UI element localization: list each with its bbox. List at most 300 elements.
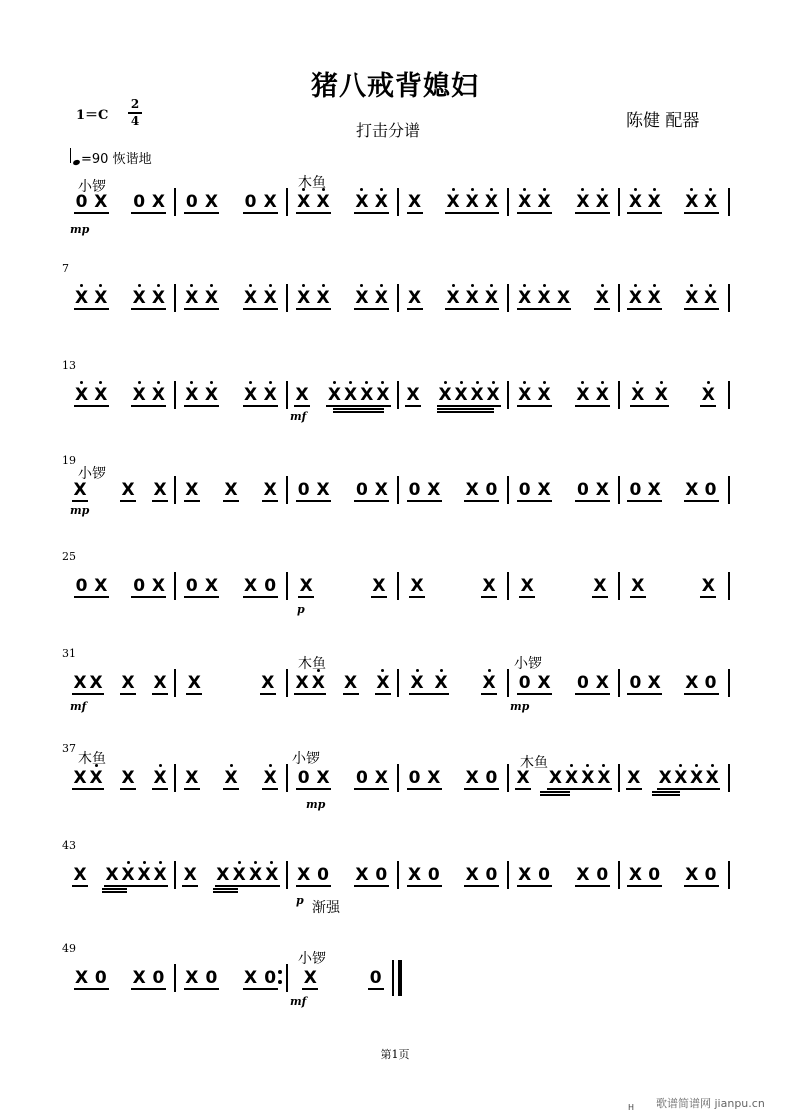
hit-note: X (263, 385, 277, 405)
barline (286, 964, 288, 992)
accent-dot (238, 861, 241, 864)
hit-note: X (244, 576, 258, 596)
hit-note: X (454, 385, 468, 405)
hit-note: X (647, 288, 661, 308)
accent-dot (444, 381, 447, 384)
hit-note: X (537, 288, 551, 308)
beat-underline (407, 500, 442, 502)
hit-note: X (94, 385, 108, 405)
accent-dot (490, 284, 493, 287)
accent-dot (159, 764, 162, 767)
hit-note: X (151, 192, 165, 212)
hit-note: X (470, 385, 484, 405)
hit-note: X (465, 288, 479, 308)
accent-dot (653, 284, 656, 287)
beat-underline (627, 885, 662, 887)
measure-number: 25 (62, 550, 76, 563)
beat-underline (302, 988, 318, 990)
beat-underline (407, 788, 442, 790)
rest-note: 0 (629, 673, 642, 693)
beat-underline (223, 500, 239, 502)
hit-note: X (299, 576, 313, 596)
barline (286, 669, 288, 697)
barline (728, 284, 730, 312)
hit-note: X (73, 673, 87, 693)
hit-note: X (297, 865, 311, 885)
rest-note: 0 (485, 480, 498, 500)
double-underline (652, 794, 680, 796)
measure-number: 43 (62, 839, 76, 852)
hit-note: X (263, 288, 277, 308)
beat-underline (296, 212, 331, 214)
hit-note: X (73, 865, 87, 885)
hit-note: X (537, 673, 551, 693)
barline (728, 764, 730, 792)
beat-underline (409, 596, 425, 598)
beat-underline (131, 405, 166, 407)
beat-underline (630, 596, 646, 598)
hit-note: X (311, 673, 325, 693)
dynamic-mf: mf (290, 995, 307, 1008)
beat-underline (354, 308, 389, 310)
dynamic-mp: mp (510, 700, 530, 713)
accent-dot (543, 284, 546, 287)
time-signature-top: 2 (130, 97, 140, 111)
corner-mark: H (628, 1103, 635, 1112)
hit-note: X (484, 192, 498, 212)
beat-underline (409, 693, 449, 695)
rest-note: 0 (704, 865, 717, 885)
beat-underline (296, 885, 331, 887)
hit-note: X (704, 288, 718, 308)
hit-note: X (595, 673, 609, 693)
accent-dot (452, 284, 455, 287)
rest-note: 0 (629, 480, 642, 500)
beat-underline (517, 405, 552, 407)
hit-note: X (516, 768, 530, 788)
rest-note: 0 (75, 192, 88, 212)
double-underline (333, 408, 384, 410)
accent-dot (80, 381, 83, 384)
accent-dot (127, 861, 130, 864)
beat-underline (131, 308, 166, 310)
beat-underline (684, 212, 719, 214)
accent-dot (349, 381, 352, 384)
hit-note: X (685, 673, 699, 693)
beat-underline (354, 500, 389, 502)
accent-dot (634, 188, 637, 191)
hit-note: X (647, 192, 661, 212)
accent-dot (380, 188, 383, 191)
barline (618, 476, 620, 504)
hit-note: X (295, 673, 309, 693)
hit-note: X (137, 865, 151, 885)
beat-underline (445, 308, 499, 310)
accent-dot (586, 764, 589, 767)
beat-underline (700, 405, 716, 407)
beat-underline (630, 405, 670, 407)
barline (507, 764, 509, 792)
accent-dot (492, 381, 495, 384)
beat-underline (152, 500, 168, 502)
hit-note: X (153, 865, 167, 885)
rest-note: 0 (369, 968, 382, 988)
barline (397, 764, 399, 792)
beat-underline (627, 212, 662, 214)
dynamic-mp: mp (70, 504, 90, 517)
barline (286, 284, 288, 312)
beat-underline (131, 988, 166, 990)
beat-underline (684, 500, 719, 502)
rest-note: 0 (355, 480, 368, 500)
hit-note: X (518, 288, 532, 308)
beat-underline (575, 500, 610, 502)
beat-underline (74, 308, 109, 310)
accent-dot (80, 284, 83, 287)
barline (174, 861, 176, 889)
accent-dot (709, 284, 712, 287)
hit-note: X (465, 768, 479, 788)
beat-underline (72, 500, 88, 502)
hit-note: X (465, 192, 479, 212)
beat-underline (152, 693, 168, 695)
barline (618, 284, 620, 312)
final-barline (398, 960, 402, 996)
hit-note: X (631, 576, 645, 596)
barline (174, 572, 176, 600)
hit-note: X (187, 673, 201, 693)
accent-dot (249, 381, 252, 384)
beat-underline (182, 885, 198, 887)
hit-note: X (75, 288, 89, 308)
barline (618, 861, 620, 889)
hit-note: X (537, 480, 551, 500)
hit-note: X (376, 385, 390, 405)
beat-underline (517, 693, 552, 695)
score-title: 猪八戒背媳妇 (311, 71, 479, 102)
barline (286, 764, 288, 792)
hit-note: X (204, 288, 218, 308)
rest-note: 0 (408, 768, 421, 788)
barline (618, 381, 620, 409)
accent-dot (138, 284, 141, 287)
hit-note: X (518, 865, 532, 885)
barline (728, 381, 730, 409)
rest-note: 0 (704, 673, 717, 693)
accent-dot (99, 284, 102, 287)
beat-underline (547, 788, 612, 790)
rest-note: 0 (596, 865, 609, 885)
double-underline (540, 794, 570, 796)
beat-underline (152, 788, 168, 790)
hit-note: X (132, 288, 146, 308)
accent-dot (360, 188, 363, 191)
barline (397, 476, 399, 504)
accent-dot (157, 284, 160, 287)
arranger-credit: 陈健 配器 (626, 111, 700, 131)
measure-number: 19 (62, 454, 76, 467)
accent-dot (543, 188, 546, 191)
hit-note: X (153, 480, 167, 500)
accent-dot (381, 381, 384, 384)
accent-dot (709, 188, 712, 191)
hit-note: X (94, 288, 108, 308)
beat-underline (627, 308, 662, 310)
crescendo-marking: 渐强 (312, 900, 340, 916)
beat-underline (407, 885, 442, 887)
accent-dot (634, 284, 637, 287)
accent-dot (269, 381, 272, 384)
hit-note: X (556, 288, 571, 308)
rest-note: 0 (576, 673, 589, 693)
hit-note: X (297, 192, 311, 212)
accent-dot (381, 669, 384, 672)
score-subtitle: 打击分谱 (355, 121, 420, 140)
barline (728, 861, 730, 889)
hit-note: X (482, 576, 496, 596)
rest-note: 0 (264, 968, 277, 988)
barline (728, 476, 730, 504)
beat-underline (464, 885, 499, 887)
hit-note: X (105, 865, 119, 885)
dynamic-mp: mp (306, 798, 326, 811)
hit-note: X (465, 865, 479, 885)
hit-note: X (520, 576, 534, 596)
hit-note: X (518, 385, 532, 405)
beat-underline (517, 308, 572, 310)
beat-underline (243, 988, 279, 990)
beat-underline (74, 212, 109, 214)
beat-underline (72, 693, 104, 695)
accent-dot (523, 284, 526, 287)
hit-note: X (121, 480, 135, 500)
hit-note: X (595, 385, 609, 405)
accent-dot (416, 669, 419, 672)
accent-dot (322, 284, 325, 287)
rest-note: 0 (75, 576, 88, 596)
hit-note: X (295, 385, 309, 405)
accent-dot (249, 284, 252, 287)
rest-note: 0 (485, 768, 498, 788)
measure-number: 49 (62, 942, 76, 955)
beat-underline (437, 405, 501, 407)
hit-note: X (121, 673, 135, 693)
barline (286, 861, 288, 889)
time-signature (128, 98, 142, 128)
hit-note: X (153, 673, 167, 693)
hit-note: X (185, 768, 199, 788)
hit-note: X (548, 768, 562, 788)
beat-underline (464, 500, 499, 502)
beat-underline (72, 788, 104, 790)
hit-note: X (685, 480, 699, 500)
accent-dot (653, 188, 656, 191)
rest-note: 0 (152, 968, 165, 988)
beat-underline (627, 500, 662, 502)
beat-underline (445, 212, 499, 214)
beat-underline (120, 500, 136, 502)
hit-note: X (576, 865, 590, 885)
instrument-label-xiaoluo: 小锣 (298, 951, 326, 967)
beat-underline (481, 596, 497, 598)
accent-dot (490, 188, 493, 191)
beat-underline (354, 212, 389, 214)
accent-dot (690, 284, 693, 287)
tempo-text: =90 恢谐地 (81, 152, 152, 167)
hit-note: X (593, 576, 607, 596)
hit-note: X (674, 768, 688, 788)
hit-note: X (446, 288, 460, 308)
hit-note: X (73, 480, 87, 500)
beat-underline (575, 885, 610, 887)
hit-note: X (263, 768, 277, 788)
hit-note: X (654, 385, 668, 405)
beat-underline (343, 693, 359, 695)
barline (618, 669, 620, 697)
accent-dot (190, 284, 193, 287)
beat-underline (684, 308, 719, 310)
hit-note: X (647, 480, 661, 500)
beat-underline (184, 308, 220, 310)
beat-underline (243, 405, 279, 407)
quarter-note-icon (72, 159, 80, 166)
hit-note: X (344, 673, 358, 693)
hit-note: X (244, 385, 258, 405)
accent-dot (210, 284, 213, 287)
rest-note: 0 (704, 480, 717, 500)
beat-underline (700, 596, 716, 598)
hit-note: X (537, 385, 551, 405)
dynamic-mp: mp (70, 223, 90, 236)
hit-note: X (185, 288, 199, 308)
hit-note: X (265, 865, 279, 885)
hit-note: X (372, 576, 386, 596)
barline (507, 188, 509, 216)
barline (507, 861, 509, 889)
hit-note: X (89, 673, 103, 693)
beat-underline (684, 885, 719, 887)
hit-note: X (75, 385, 89, 405)
double-underline (213, 891, 238, 893)
beat-underline (72, 885, 88, 887)
rest-note: 0 (185, 576, 198, 596)
hit-note: X (204, 385, 218, 405)
hit-note: X (185, 385, 199, 405)
accent-dot (333, 381, 336, 384)
hit-note: X (376, 673, 390, 693)
rest-note: 0 (244, 192, 257, 212)
dynamic-mf: mf (290, 410, 307, 423)
hit-note: X (327, 385, 341, 405)
measure-number: 13 (62, 359, 76, 372)
hit-note: X (121, 768, 135, 788)
instrument-label-muyu: 木鱼 (78, 751, 106, 767)
beat-underline (296, 500, 331, 502)
hit-note: X (705, 768, 719, 788)
accent-dot (138, 381, 141, 384)
hit-note: X (537, 192, 551, 212)
barline (286, 381, 288, 409)
beat-underline (627, 693, 662, 695)
accent-dot (365, 381, 368, 384)
rest-note: 0 (485, 865, 498, 885)
rest-note: 0 (264, 576, 277, 596)
hit-note: X (631, 385, 645, 405)
beat-underline (120, 788, 136, 790)
hit-note: X (216, 865, 230, 885)
hit-note: X (297, 288, 311, 308)
hit-note: X (316, 288, 330, 308)
double-underline (102, 888, 127, 890)
hit-note: X (486, 385, 500, 405)
beat-underline (186, 693, 202, 695)
rest-note: 0 (205, 968, 218, 988)
hit-note: X (565, 768, 579, 788)
beat-underline (223, 788, 239, 790)
hit-note: X (263, 192, 277, 212)
hit-note: X (151, 576, 165, 596)
accent-dot (601, 381, 604, 384)
accent-dot (452, 188, 455, 191)
hit-note: X (316, 192, 330, 212)
instrument-label-muyu: 木鱼 (298, 175, 326, 191)
beat-underline (517, 212, 552, 214)
hit-note: X (355, 192, 369, 212)
hit-note: X (628, 865, 642, 885)
hit-note: X (132, 968, 146, 988)
beat-underline (215, 885, 280, 887)
rest-note: 0 (427, 865, 440, 885)
key-signature: 1＝C (76, 108, 109, 123)
rest-note: 0 (185, 192, 198, 212)
hit-note: X (434, 673, 448, 693)
tempo-marking (72, 148, 152, 167)
beat-underline (626, 788, 642, 790)
hit-note: X (344, 385, 358, 405)
rest-note: 0 (648, 865, 661, 885)
hit-note: X (355, 288, 369, 308)
beat-underline (184, 788, 200, 790)
hit-note: X (595, 192, 609, 212)
barline (507, 381, 509, 409)
beat-underline (243, 212, 279, 214)
hit-note: X (151, 288, 165, 308)
hit-note: X (232, 865, 246, 885)
beat-underline (294, 405, 310, 407)
hit-note: X (701, 576, 715, 596)
hit-note: X (244, 288, 258, 308)
beat-underline (371, 596, 387, 598)
barline (286, 572, 288, 600)
accent-dot (660, 381, 663, 384)
barline (728, 572, 730, 600)
hit-note: X (316, 480, 330, 500)
accent-dot (523, 381, 526, 384)
dynamic-mf: mf (70, 700, 87, 713)
instrument-label-muyu: 木鱼 (520, 755, 548, 771)
barline (286, 476, 288, 504)
hit-note: X (204, 576, 218, 596)
double-underline (437, 408, 494, 410)
hit-note: X (374, 192, 388, 212)
beat-underline (405, 405, 421, 407)
barline (397, 861, 399, 889)
barline (507, 284, 509, 312)
hit-note: X (244, 968, 258, 988)
hit-note: X (355, 865, 369, 885)
hit-note: X (581, 768, 595, 788)
accent-dot (601, 284, 604, 287)
